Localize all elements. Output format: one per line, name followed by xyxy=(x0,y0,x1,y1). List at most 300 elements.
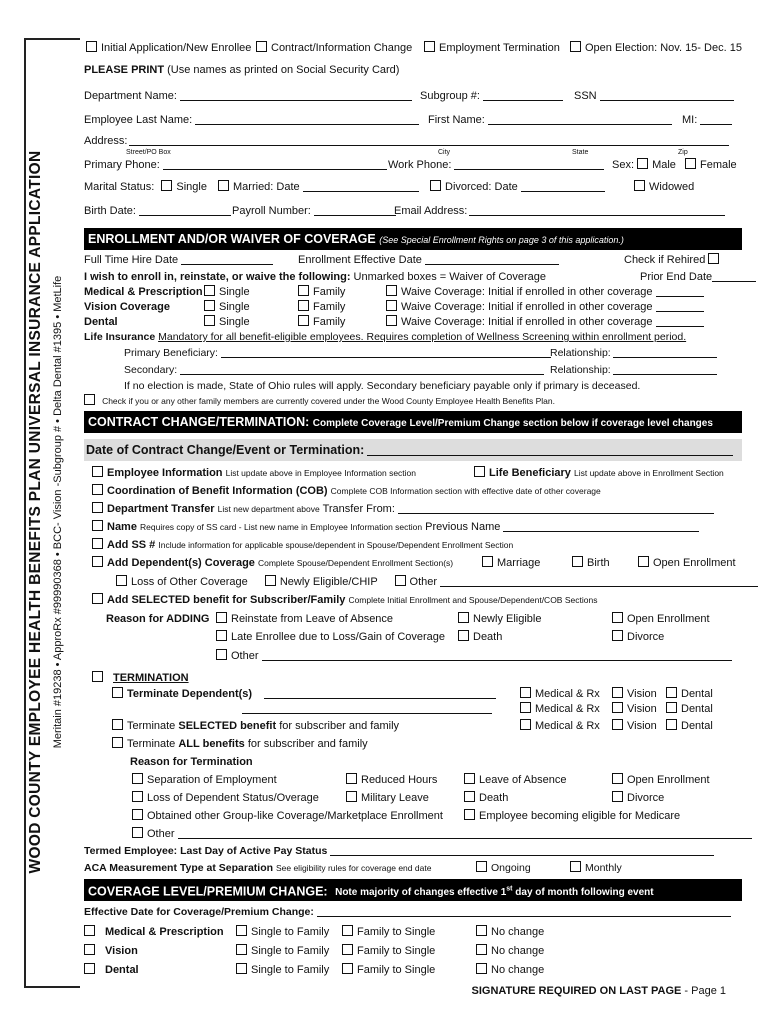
change-date-field[interactable] xyxy=(367,444,733,456)
life-insurance-row xyxy=(84,330,742,345)
termination-row xyxy=(92,669,742,687)
f2s-label: Family to Single xyxy=(357,926,436,938)
s2f-label: Single to Family xyxy=(251,964,330,976)
single-status-checkbox[interactable] xyxy=(161,180,172,191)
divorced-date-field[interactable] xyxy=(521,180,605,192)
marital-row xyxy=(84,177,742,201)
employment-term-label: Employment Termination xyxy=(439,42,560,54)
form-title: WOOD COUNTY EMPLOYEE HEALTH BENEFITS PLAN UNIVERSAL INSURANCE APPLICATION xyxy=(27,150,44,874)
other-dep-checkbox[interactable] xyxy=(395,575,406,586)
single-status-label: Single xyxy=(176,181,207,193)
leave-checkbox[interactable] xyxy=(464,773,475,784)
enroll-row-medical xyxy=(84,285,742,300)
department-row xyxy=(84,86,742,110)
name-row xyxy=(84,110,742,134)
divorced-checkbox[interactable] xyxy=(430,180,441,191)
separation-label: Separation of Employment xyxy=(147,774,277,786)
aca-label: ACA Measurement Type at Separation xyxy=(84,862,274,874)
death-term-label: Death xyxy=(479,792,509,804)
widowed-checkbox[interactable] xyxy=(634,180,645,191)
monthly-label: Monthly xyxy=(585,862,622,874)
married-date-field[interactable] xyxy=(303,180,419,192)
department-field[interactable] xyxy=(180,89,412,101)
f2s-checkbox[interactable] xyxy=(342,925,353,936)
coverage-row-checkbox[interactable] xyxy=(84,944,95,955)
reduced-hours-label: Reduced Hours xyxy=(361,774,438,786)
employee-info-row xyxy=(92,464,742,482)
contract-change-label: Contract/Information Change xyxy=(271,42,413,54)
male-label: Male xyxy=(652,159,676,171)
ssn-label: SSN xyxy=(574,90,597,102)
term-vision-label: Vision xyxy=(627,720,657,732)
loss-other-checkbox[interactable] xyxy=(116,575,127,586)
coverage-row-label: Dental xyxy=(105,964,139,976)
transfer-note: List new department above xyxy=(217,504,320,514)
coverage-effective-row xyxy=(84,901,742,923)
subgroup-field[interactable] xyxy=(483,89,563,101)
term-selected-prefix: Terminate xyxy=(127,720,179,732)
other-adding-row xyxy=(92,646,742,666)
coverage-row-label: Vision xyxy=(105,945,138,957)
s2f-checkbox[interactable] xyxy=(236,944,247,955)
add-selected-label: Add SELECTED benefit for Subscriber/Family xyxy=(107,594,346,606)
zip-caption: Zip xyxy=(678,149,688,156)
employment-term-checkbox[interactable] xyxy=(424,41,435,52)
term-selected-bold: SELECTED benefit xyxy=(178,720,277,732)
loss-other-label: Loss of Other Coverage xyxy=(131,576,248,588)
first-name-label: First Name: xyxy=(428,114,485,126)
secondary-label: Secondary: xyxy=(124,364,178,376)
add-dependent-note: Complete Spouse/Dependent Enrollment Section(s) xyxy=(257,558,454,568)
term-reason-row-3 xyxy=(92,807,742,825)
term-selected-checkbox[interactable] xyxy=(112,719,123,730)
medicare-label: Employee becoming eligible for Medicare xyxy=(479,810,681,822)
term-med-checkbox[interactable] xyxy=(520,702,531,713)
reinstate-checkbox[interactable] xyxy=(216,612,227,623)
family-label: Family xyxy=(313,316,346,328)
ongoing-checkbox[interactable] xyxy=(476,861,487,872)
secondary-beneficiary-row xyxy=(84,362,742,379)
family-checkbox[interactable] xyxy=(298,315,309,326)
hire-date-label: Full Time Hire Date xyxy=(84,254,179,266)
transfer-label: Department Transfer xyxy=(107,503,215,515)
birth-checkbox[interactable] xyxy=(572,556,583,567)
coverage-row-label: Medical & Prescription xyxy=(105,926,224,938)
married-checkbox[interactable] xyxy=(218,180,229,191)
add-selected-checkbox[interactable] xyxy=(92,593,103,604)
divorce-term-checkbox[interactable] xyxy=(612,791,623,802)
death-term-checkbox[interactable] xyxy=(464,791,475,802)
cob-label: Coordination of Benefit Information (COB) xyxy=(107,485,328,497)
birth-row xyxy=(84,201,742,225)
term-all-prefix: Terminate xyxy=(127,738,179,750)
term-dependent-row-2 xyxy=(92,702,742,717)
aca-note: See eligibility rules for coverage end date xyxy=(275,863,432,873)
enroll-row-label: Vision Coverage xyxy=(84,301,170,313)
ohio-note-text: If no election is made, State of Ohio rules will apply. Secondary beneficiary payable only if primary is deceased. xyxy=(124,380,641,392)
enroll-row-label: Dental xyxy=(84,316,118,328)
name-change-row xyxy=(92,518,742,536)
term-dental-checkbox[interactable] xyxy=(666,702,677,713)
term-vision-checkbox[interactable] xyxy=(612,719,623,730)
transfer-from-label: Transfer From: xyxy=(322,503,395,515)
payroll-field[interactable] xyxy=(314,204,396,216)
reinstate-label: Reinstate from Leave of Absence xyxy=(231,613,394,625)
late-enrollee-row xyxy=(92,628,742,646)
employee-info-checkbox[interactable] xyxy=(92,466,103,477)
waive-label: Waive Coverage: Initial if enrolled in other coverage xyxy=(401,301,653,313)
enroll-row-label: Medical & Prescription xyxy=(84,286,203,298)
mi-field[interactable] xyxy=(700,113,732,125)
payroll-label: Payroll Number: xyxy=(232,205,311,217)
other-term-label: Other xyxy=(147,828,175,840)
f2s-label: Family to Single xyxy=(357,964,436,976)
relationship-label: Relationship: xyxy=(550,364,611,376)
previous-name-label: Previous Name xyxy=(425,521,501,533)
marital-label: Marital Status: xyxy=(84,181,155,193)
military-checkbox[interactable] xyxy=(346,791,357,802)
open-enrollment-checkbox[interactable] xyxy=(638,556,649,567)
rehired-label: Check if Rehired xyxy=(624,254,706,266)
term-all-suffix: for subscriber and family xyxy=(244,738,368,750)
female-checkbox[interactable] xyxy=(685,158,696,169)
no-change-checkbox[interactable] xyxy=(476,944,487,955)
no-change-label: No change xyxy=(491,945,545,957)
work-phone-field[interactable] xyxy=(454,158,604,170)
s2f-checkbox[interactable] xyxy=(236,963,247,974)
f2s-checkbox[interactable] xyxy=(342,963,353,974)
enroll-row-dental xyxy=(84,315,742,330)
waive-checkbox[interactable] xyxy=(386,300,397,311)
no-change-checkbox[interactable] xyxy=(476,925,487,936)
family-label: Family xyxy=(313,286,346,298)
open-election-checkbox[interactable] xyxy=(570,41,581,52)
other-term-field[interactable] xyxy=(178,827,752,839)
carrier-ids: Meritain #19238 • ApproRx #99990368 • BCC- Vision -Subgroup # • Delta Dental #1395 • MetLife xyxy=(52,275,64,749)
name-change-checkbox[interactable] xyxy=(92,520,103,531)
address-field[interactable] xyxy=(129,134,729,146)
term-vision-checkbox[interactable] xyxy=(612,702,623,713)
obtained-label: Obtained other Group-like Coverage/Marketplace Enrollment xyxy=(147,810,443,822)
primary-beneficiary-row xyxy=(84,345,742,362)
dependent-reason-row xyxy=(92,573,742,591)
coverage-note-sup: st xyxy=(506,886,513,893)
relationship-field[interactable] xyxy=(613,363,717,375)
newly-chip-checkbox[interactable] xyxy=(265,575,276,586)
ssn-field[interactable] xyxy=(600,89,734,101)
divorce-adding-checkbox[interactable] xyxy=(612,630,623,641)
effective-date-field[interactable] xyxy=(425,253,559,265)
divorce-term-label: Divorce xyxy=(627,792,665,804)
please-print-row xyxy=(84,60,742,86)
subgroup-label: Subgroup #: xyxy=(420,90,480,102)
coverage-note-b: day of month following event xyxy=(512,887,654,899)
previous-name-field[interactable] xyxy=(503,520,699,532)
termed-row xyxy=(84,843,742,859)
cob-row xyxy=(92,482,742,500)
please-print-note: (Use names as printed on Social Security Card) xyxy=(167,64,400,76)
enrollment-title: ENROLLMENT AND/OR WAIVER OF COVERAGE xyxy=(88,232,376,246)
name-change-note: Requires copy of SS card - List new name in Employee Information section xyxy=(140,522,423,532)
term-selected-row xyxy=(92,717,742,735)
waive-label: Waive Coverage: Initial if enrolled in other coverage xyxy=(401,286,653,298)
term-dental-label: Dental xyxy=(681,720,713,732)
waive-initial-field[interactable] xyxy=(656,315,704,327)
termed-label: Termed Employee: Last Day of Active Pay Status xyxy=(84,845,328,857)
birth-label: Birth xyxy=(587,557,610,569)
add-ss-label: Add SS # xyxy=(107,539,156,551)
transfer-row xyxy=(92,500,742,518)
aca-row xyxy=(84,859,742,877)
add-dependent-row xyxy=(92,554,742,573)
add-selected-note: Complete Initial Enrollment and Spouse/Dependent/COB Sections xyxy=(348,595,598,605)
contract-note: Complete Coverage Level/Premium Change section below if coverage level changes xyxy=(312,418,713,429)
open-enroll-term-checkbox[interactable] xyxy=(612,773,623,784)
term-all-row xyxy=(92,735,742,753)
waive-initial-field[interactable] xyxy=(656,285,704,297)
other-dep-label: Other xyxy=(409,576,438,588)
term-vision-label: Vision xyxy=(627,703,657,715)
enroll-row-vision xyxy=(84,300,742,315)
f2s-checkbox[interactable] xyxy=(342,944,353,955)
separation-checkbox[interactable] xyxy=(132,773,143,784)
frame-left-rule xyxy=(24,38,26,988)
address-label: Address: xyxy=(84,135,128,147)
hire-date-field[interactable] xyxy=(181,253,273,265)
city-caption: City xyxy=(438,149,451,156)
ongoing-label: Ongoing xyxy=(491,862,531,874)
death-adding-label: Death xyxy=(473,631,503,643)
state-caption: State xyxy=(572,149,589,156)
other-adding-label: Other xyxy=(231,650,259,662)
ohio-note xyxy=(84,379,742,394)
other-adding-field[interactable] xyxy=(262,649,732,661)
f2s-label: Family to Single xyxy=(357,945,436,957)
term-med-checkbox[interactable] xyxy=(520,687,531,698)
other-adding-checkbox[interactable] xyxy=(216,649,227,660)
life-insurance-label: Life Insurance xyxy=(84,331,156,343)
application-type-row xyxy=(84,36,742,60)
first-name-field[interactable] xyxy=(488,113,672,125)
transfer-checkbox[interactable] xyxy=(92,502,103,513)
term-selected-suffix: for subscriber and family xyxy=(276,720,400,732)
add-dependent-checkbox[interactable] xyxy=(92,556,103,567)
term-med-label: Medical & Rx xyxy=(535,688,600,700)
no-change-label: No change xyxy=(491,926,545,938)
open-enrollment-label: Open Enrollment xyxy=(653,557,736,569)
secondary-field[interactable] xyxy=(180,363,544,375)
unmarked-note: Unmarked boxes = Waiver of Coverage xyxy=(353,271,547,283)
other-term-checkbox[interactable] xyxy=(132,827,143,838)
change-date-row xyxy=(84,439,742,461)
other-family-label: Check if you or any other family members are currently covered under the Wood County Employee Health Benefits Plan. xyxy=(102,396,555,406)
term-vision-label: Vision xyxy=(627,688,657,700)
add-selected-row xyxy=(92,591,742,610)
life-ben-label: Life Beneficiary xyxy=(489,467,571,479)
medicare-checkbox[interactable] xyxy=(464,809,475,820)
coverage-row-vision xyxy=(84,942,742,961)
transfer-from-field[interactable] xyxy=(398,502,714,514)
prior-end-label: Prior End Date xyxy=(640,271,713,283)
birth-date-field[interactable] xyxy=(139,204,231,216)
coverage-row-checkbox[interactable] xyxy=(84,925,95,936)
name-change-label: Name xyxy=(107,521,137,533)
termed-field[interactable] xyxy=(330,844,714,856)
single-checkbox[interactable] xyxy=(204,285,215,296)
term-dental-checkbox[interactable] xyxy=(666,687,677,698)
widowed-label: Widowed xyxy=(649,181,695,193)
rehired-checkbox[interactable] xyxy=(708,253,719,264)
obtained-checkbox[interactable] xyxy=(132,809,143,820)
death-adding-checkbox[interactable] xyxy=(458,630,469,641)
male-checkbox[interactable] xyxy=(637,158,648,169)
single-label: Single xyxy=(219,316,250,328)
reason-term-label: Reason for Termination xyxy=(130,756,253,768)
relationship-label: Relationship: xyxy=(550,347,611,359)
enrollment-note: (See Special Enrollment Rights on page 3 of this application.) xyxy=(379,235,624,245)
term-dental-checkbox[interactable] xyxy=(666,719,677,730)
department-label: Department Name: xyxy=(84,90,177,102)
add-ss-checkbox[interactable] xyxy=(92,538,103,549)
s2f-label: Single to Family xyxy=(251,926,330,938)
term-all-bold: ALL benefits xyxy=(178,738,245,750)
s2f-checkbox[interactable] xyxy=(236,925,247,936)
newly-eligible-checkbox[interactable] xyxy=(458,612,469,623)
divorced-label: Divorced: Date xyxy=(445,181,518,193)
primary-phone-label: Primary Phone: xyxy=(84,159,160,171)
sex-label: Sex: xyxy=(612,159,635,171)
life-ben-note: List update above in Enrollment Section xyxy=(573,468,724,478)
term-vision-checkbox[interactable] xyxy=(612,687,623,698)
change-options xyxy=(84,464,742,843)
termination-checkbox[interactable] xyxy=(92,671,103,682)
single-label: Single xyxy=(219,286,250,298)
term-dependent-field-2[interactable] xyxy=(242,702,492,714)
term-med-label: Medical & Rx xyxy=(535,703,600,715)
open-election-label: Open Election: Nov. 15- Dec. 15 xyxy=(585,42,742,54)
female-label: Female xyxy=(699,159,737,171)
wish-label: I wish to enroll in, reinstate, or waive the following: xyxy=(84,271,351,283)
term-med-checkbox[interactable] xyxy=(520,719,531,730)
other-family-row xyxy=(84,394,742,409)
footer xyxy=(84,980,742,1002)
coverage-effective-field[interactable] xyxy=(317,905,731,917)
signature-note: SIGNATURE REQUIRED ON LAST PAGE xyxy=(471,985,682,997)
enrollment-header xyxy=(84,228,742,250)
initial-app-label: Initial Application/New Enrollee xyxy=(101,42,252,54)
term-dependent-checkbox[interactable] xyxy=(112,687,123,698)
enrollment-rows xyxy=(84,285,742,330)
military-label: Military Leave xyxy=(361,792,429,804)
marriage-checkbox[interactable] xyxy=(482,556,493,567)
effective-date-label: Enrollment Effective Date xyxy=(298,254,422,266)
address-subfields xyxy=(84,148,742,157)
single-label: Single xyxy=(219,301,250,313)
s2f-label: Single to Family xyxy=(251,945,330,957)
term-dependent-label: Terminate Dependent(s) xyxy=(127,688,253,700)
family-label: Family xyxy=(313,301,346,313)
late-enrollee-label: Late Enrollee due to Loss/Gain of Coverage xyxy=(231,631,446,643)
loss-dep-label: Loss of Dependent Status/Overage xyxy=(147,792,319,804)
married-label: Married: Date xyxy=(233,181,300,193)
term-dental-label: Dental xyxy=(681,688,713,700)
life-ben-checkbox[interactable] xyxy=(474,466,485,477)
coverage-row-checkbox[interactable] xyxy=(84,963,95,974)
coverage-note-a: Note majority of changes effective 1 xyxy=(335,887,507,899)
last-name-field[interactable] xyxy=(195,113,419,125)
term-reason-row-1 xyxy=(92,771,742,789)
coverage-header xyxy=(84,879,742,901)
waive-checkbox[interactable] xyxy=(386,315,397,326)
cob-note: Complete COB Information section with effective date of other coverage xyxy=(330,486,601,496)
other-dep-field[interactable] xyxy=(440,575,758,587)
mi-label: MI: xyxy=(682,114,698,126)
newly-eligible-label: Newly Eligible xyxy=(473,613,542,625)
relationship-field[interactable] xyxy=(613,346,717,358)
term-reason-row-4 xyxy=(92,825,742,843)
contract-header xyxy=(84,411,742,433)
email-field[interactable] xyxy=(469,204,725,216)
reduced-hours-checkbox[interactable] xyxy=(346,773,357,784)
contract-title: CONTRACT CHANGE/TERMINATION: xyxy=(88,415,310,429)
no-change-checkbox[interactable] xyxy=(476,963,487,974)
family-checkbox[interactable] xyxy=(298,285,309,296)
term-all-checkbox[interactable] xyxy=(112,737,123,748)
primary-ben-label: Primary Beneficiary: xyxy=(124,347,218,359)
frame-top-rule xyxy=(24,38,80,40)
wish-row xyxy=(84,270,742,285)
late-enrollee-checkbox[interactable] xyxy=(216,630,227,641)
single-checkbox[interactable] xyxy=(204,300,215,311)
street-caption: Street/PO Box xyxy=(126,149,171,156)
primary-ben-field[interactable] xyxy=(221,346,551,358)
coverage-row-dental xyxy=(84,961,742,980)
open-enroll-adding-checkbox[interactable] xyxy=(612,612,623,623)
cob-checkbox[interactable] xyxy=(92,484,103,495)
primary-phone-field[interactable] xyxy=(163,158,387,170)
last-name-label: Employee Last Name: xyxy=(84,114,193,126)
open-enroll-adding-label: Open Enrollment xyxy=(627,613,710,625)
change-date-label: Date of Contract Change/Event or Termination: xyxy=(86,443,365,457)
waive-label: Waive Coverage: Initial if enrolled in other coverage xyxy=(401,316,653,328)
contract-change-checkbox[interactable] xyxy=(256,41,267,52)
coverage-row-medical xyxy=(84,923,742,942)
term-dependent-field[interactable] xyxy=(264,687,496,699)
please-print-label: PLEASE PRINT xyxy=(84,64,165,76)
term-reason-row-2 xyxy=(92,789,742,807)
prior-end-field[interactable] xyxy=(712,270,756,282)
initial-app-checkbox[interactable] xyxy=(86,41,97,52)
monthly-checkbox[interactable] xyxy=(570,861,581,872)
term-med-label: Medical & Rx xyxy=(535,720,600,732)
hire-row xyxy=(84,250,742,270)
birth-date-label: Birth Date: xyxy=(84,205,136,217)
waive-checkbox[interactable] xyxy=(386,285,397,296)
waive-initial-field[interactable] xyxy=(656,300,704,312)
single-checkbox[interactable] xyxy=(204,315,215,326)
coverage-rows xyxy=(84,923,742,980)
family-checkbox[interactable] xyxy=(298,300,309,311)
other-family-checkbox[interactable] xyxy=(84,394,95,405)
employee-info-label: Employee Information xyxy=(107,467,223,479)
add-ss-note: Include information for applicable spouse/dependent in Spouse/Dependent Enrollment Section xyxy=(158,540,514,550)
divorce-adding-label: Divorce xyxy=(627,631,665,643)
email-label: Email Address: xyxy=(394,205,468,217)
address-row xyxy=(84,134,742,148)
loss-dep-checkbox[interactable] xyxy=(132,791,143,802)
reason-adding-label: Reason for ADDING xyxy=(106,613,210,625)
add-ss-row xyxy=(92,536,742,554)
